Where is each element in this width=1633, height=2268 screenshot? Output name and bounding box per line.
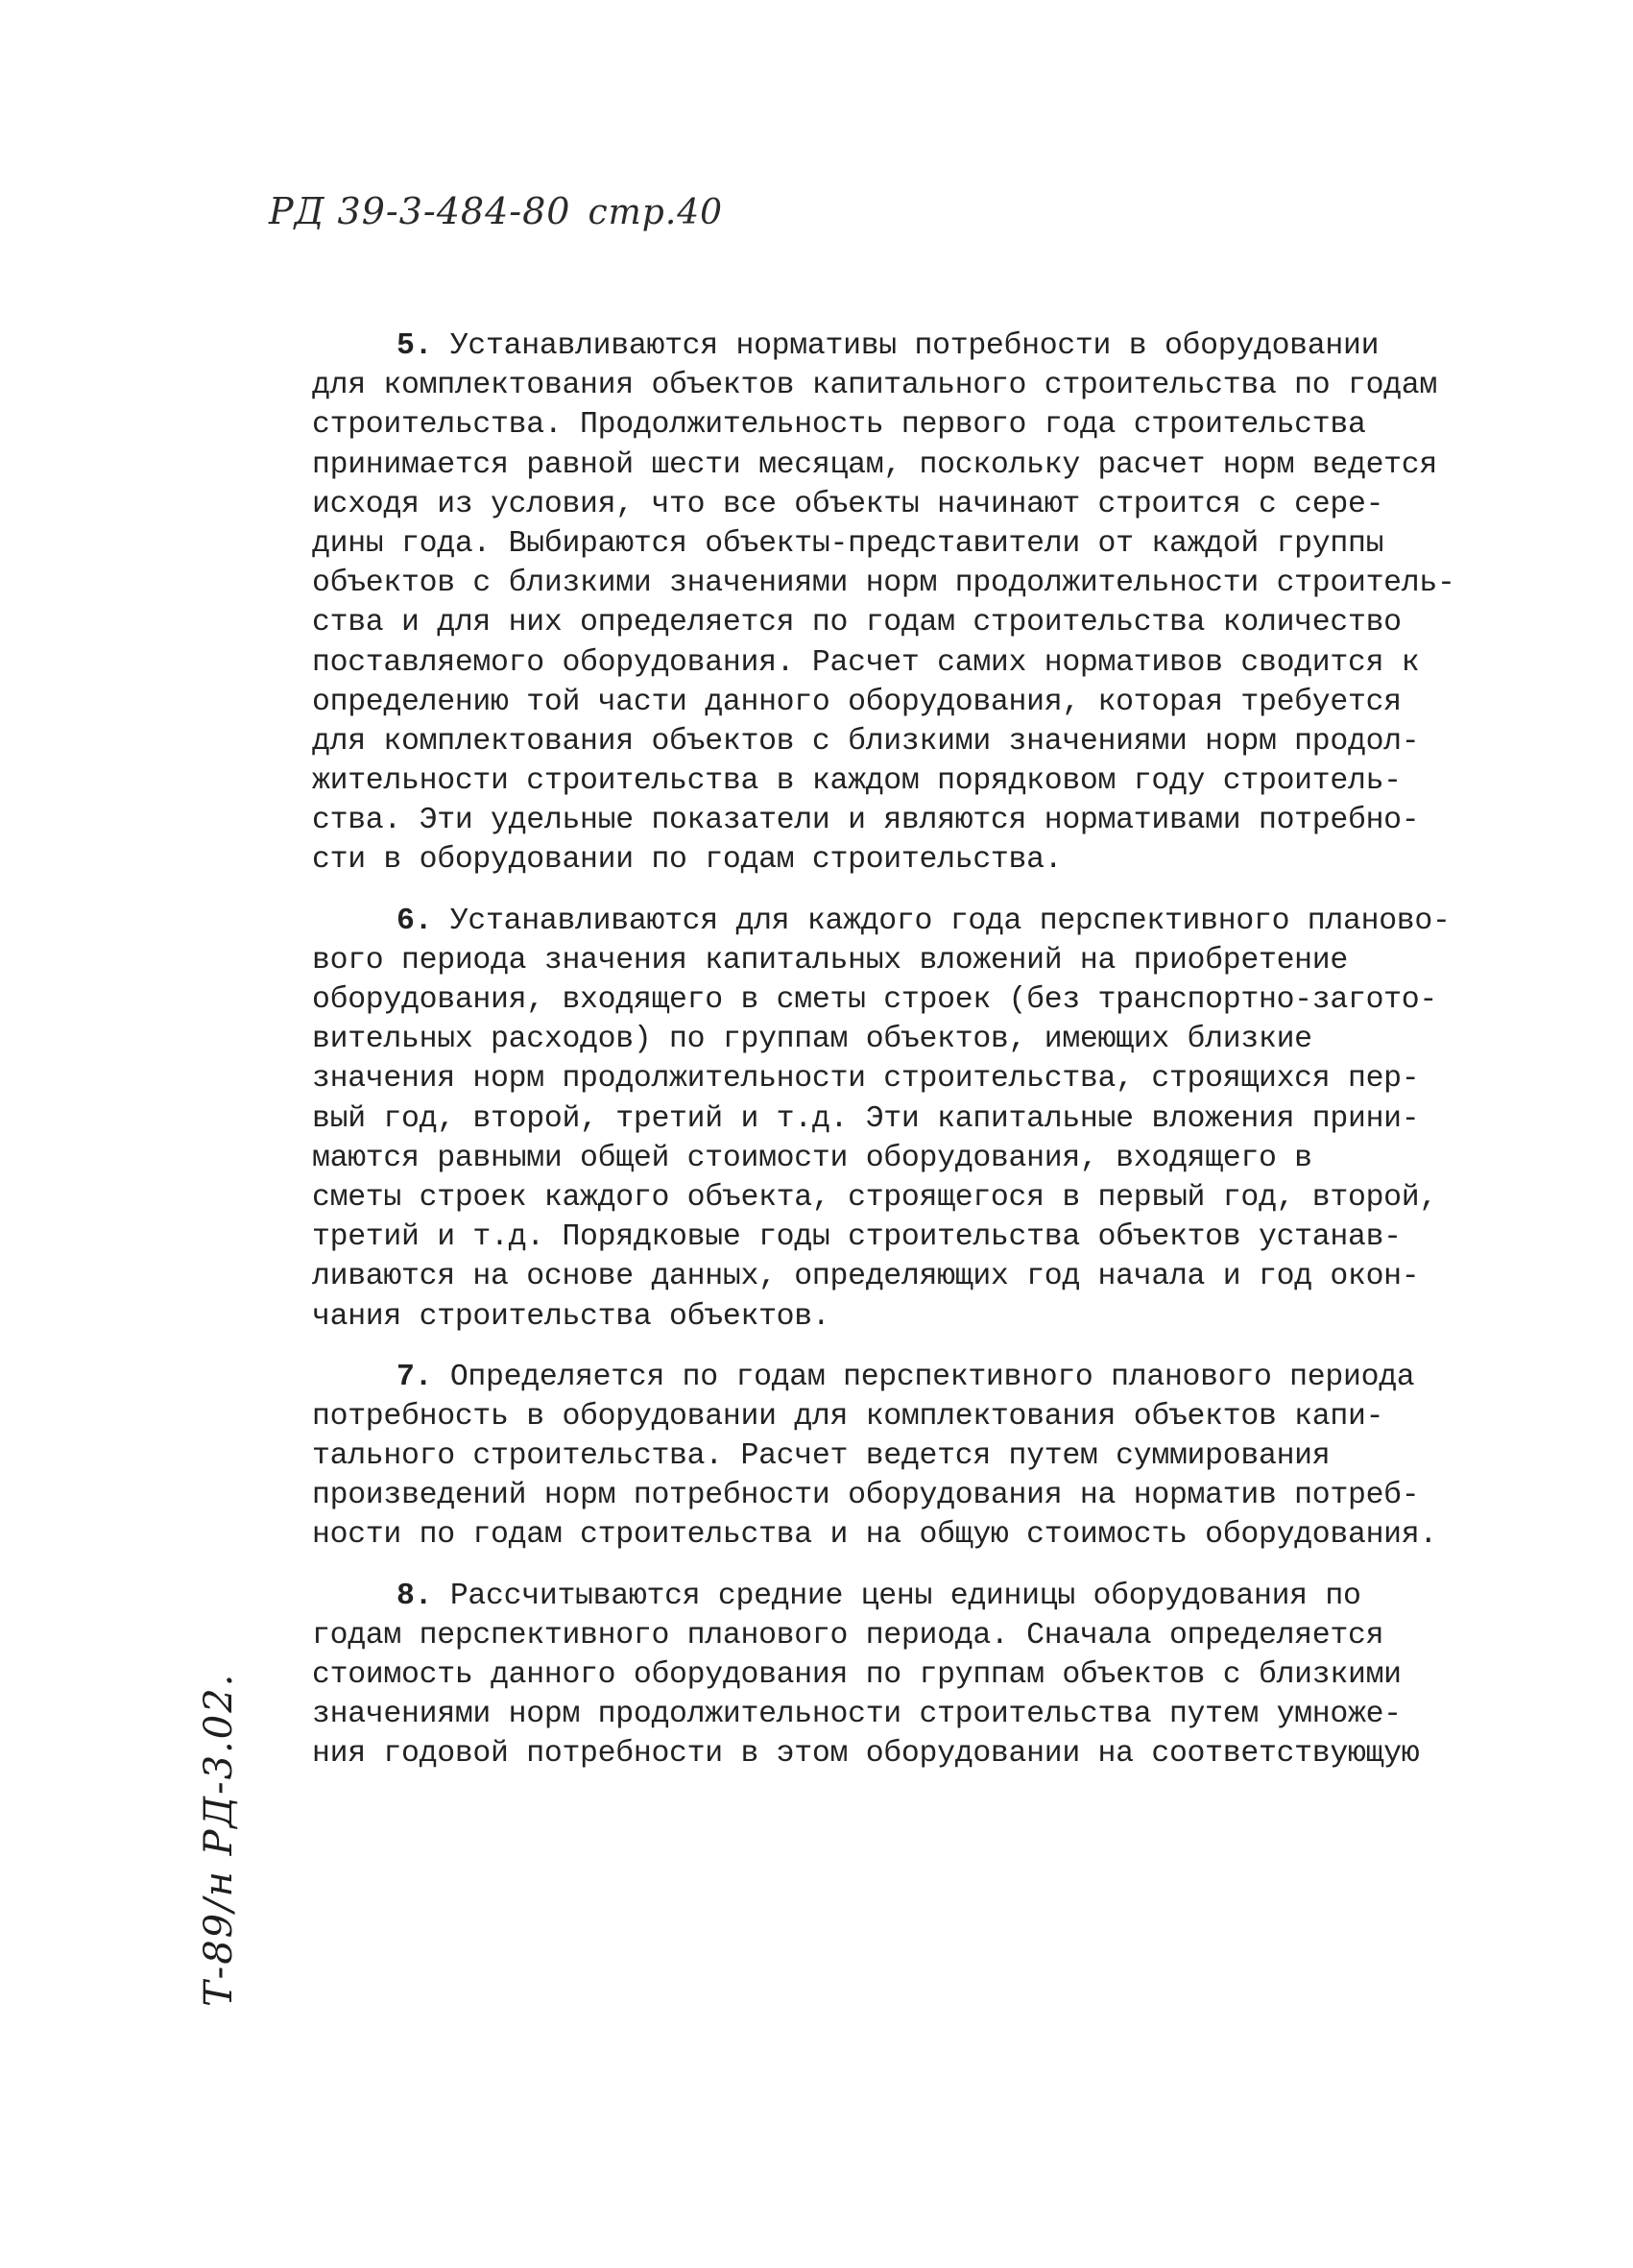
doc-code: РД 39-3-484-80: [269, 190, 571, 232]
text-line: 6. Устанавливаются для каждого года перспективного планово-: [396, 904, 1451, 938]
text-line: для комплектования объектов с близкими значениями норм продол-: [312, 724, 1420, 759]
paragraph-number: 5.: [396, 329, 433, 363]
page-ref: стр.40: [588, 193, 724, 232]
text-line: поставляемого оборудования. Расчет самих нормативов сводится к: [312, 645, 1420, 680]
text-line: ния годовой потребности в этом оборудовании на соответствующую: [312, 1737, 1420, 1772]
text-line: 8. Рассчитываются средние цены единицы оборудования по: [396, 1579, 1361, 1613]
text-line: стоимость данного оборудования по группам объектов с близкими: [312, 1658, 1402, 1692]
text-line: годам перспективного планового периода. Сначала определяется: [312, 1618, 1384, 1653]
document-header: [269, 190, 723, 232]
text-line: вительных расходов) по группам объектов, имеющих близкие: [312, 1023, 1312, 1057]
text-line: третий и т.д. Порядковые годы строительства объектов устанав-: [312, 1220, 1402, 1255]
text-line: ства. Эти удельные показатели и являются нормативами потребно-: [312, 804, 1420, 838]
text-line: оборудования, входящего в сметы строек (без транспортно-загото-: [312, 983, 1437, 1017]
paragraph-7: [312, 1358, 1437, 1556]
body-text: [312, 326, 1455, 1796]
paragraph-6: [312, 902, 1451, 1337]
text-line: тального строительства. Расчет ведется путем суммирования: [312, 1439, 1331, 1474]
text-line: вого периода значения капитальных вложений на приобретение: [312, 943, 1348, 977]
text-line: объектов с близкими значениями норм продолжительности строитель-: [312, 567, 1455, 601]
text-line: для комплектования объектов капитального строительства по годам: [312, 369, 1437, 403]
text-line: исходя из условия, что все объекты начинают строится с сере-: [312, 487, 1384, 521]
text-line: принимается равной шести месяцам, поскольку расчет норм ведется: [312, 447, 1437, 482]
side-annotation: Т-89/н РД-3.02.: [197, 1672, 241, 2007]
text-line: дины года. Выбираются объекты-представители от каждой группы: [312, 526, 1384, 561]
text-line: строительства. Продолжительность первого года строительства: [312, 408, 1366, 443]
paragraph-number: 8.: [396, 1579, 433, 1613]
text-line: потребность в оборудовании для комплектования объектов капи-: [312, 1399, 1384, 1434]
paragraph-5: [312, 326, 1455, 881]
text-line: 7. Определяется по годам перспективного планового периода: [396, 1360, 1415, 1394]
text-line: вый год, второй, третий и т.д. Эти капитальные вложения прини-: [312, 1101, 1420, 1136]
text-line: сти в оборудовании по годам строительства.: [312, 843, 1063, 878]
paragraph-8: [312, 1577, 1420, 1774]
text-line: чания строительства объектов.: [312, 1299, 830, 1334]
text-line: ности по годам строительства и на общую стоимость оборудования.: [312, 1518, 1437, 1553]
text-line: определению той части данного оборудования, которая требуется: [312, 685, 1402, 719]
text-line: жительности строительства в каждом порядковом году строитель-: [312, 764, 1402, 799]
text-line: 5. Устанавливаются нормативы потребности в оборудовании: [396, 329, 1380, 363]
paragraph-number: 7.: [396, 1360, 433, 1394]
text-line: маются равными общей стоимости оборудования, входящего в: [312, 1141, 1312, 1175]
text-line: ливаются на основе данных, определяющих год начала и год окон-: [312, 1260, 1420, 1294]
paragraph-number: 6.: [396, 904, 433, 938]
text-line: ства и для них определяется по годам строительства количество: [312, 606, 1402, 640]
text-line: произведений норм потребности оборудования на норматив потреб-: [312, 1479, 1420, 1513]
text-line: сметы строек каждого объекта, строящегося в первый год, второй,: [312, 1180, 1437, 1215]
text-line: значениями норм продолжительности строительства путем умноже-: [312, 1698, 1402, 1732]
text-line: значения норм продолжительности строительства, строящихся пер-: [312, 1062, 1420, 1097]
